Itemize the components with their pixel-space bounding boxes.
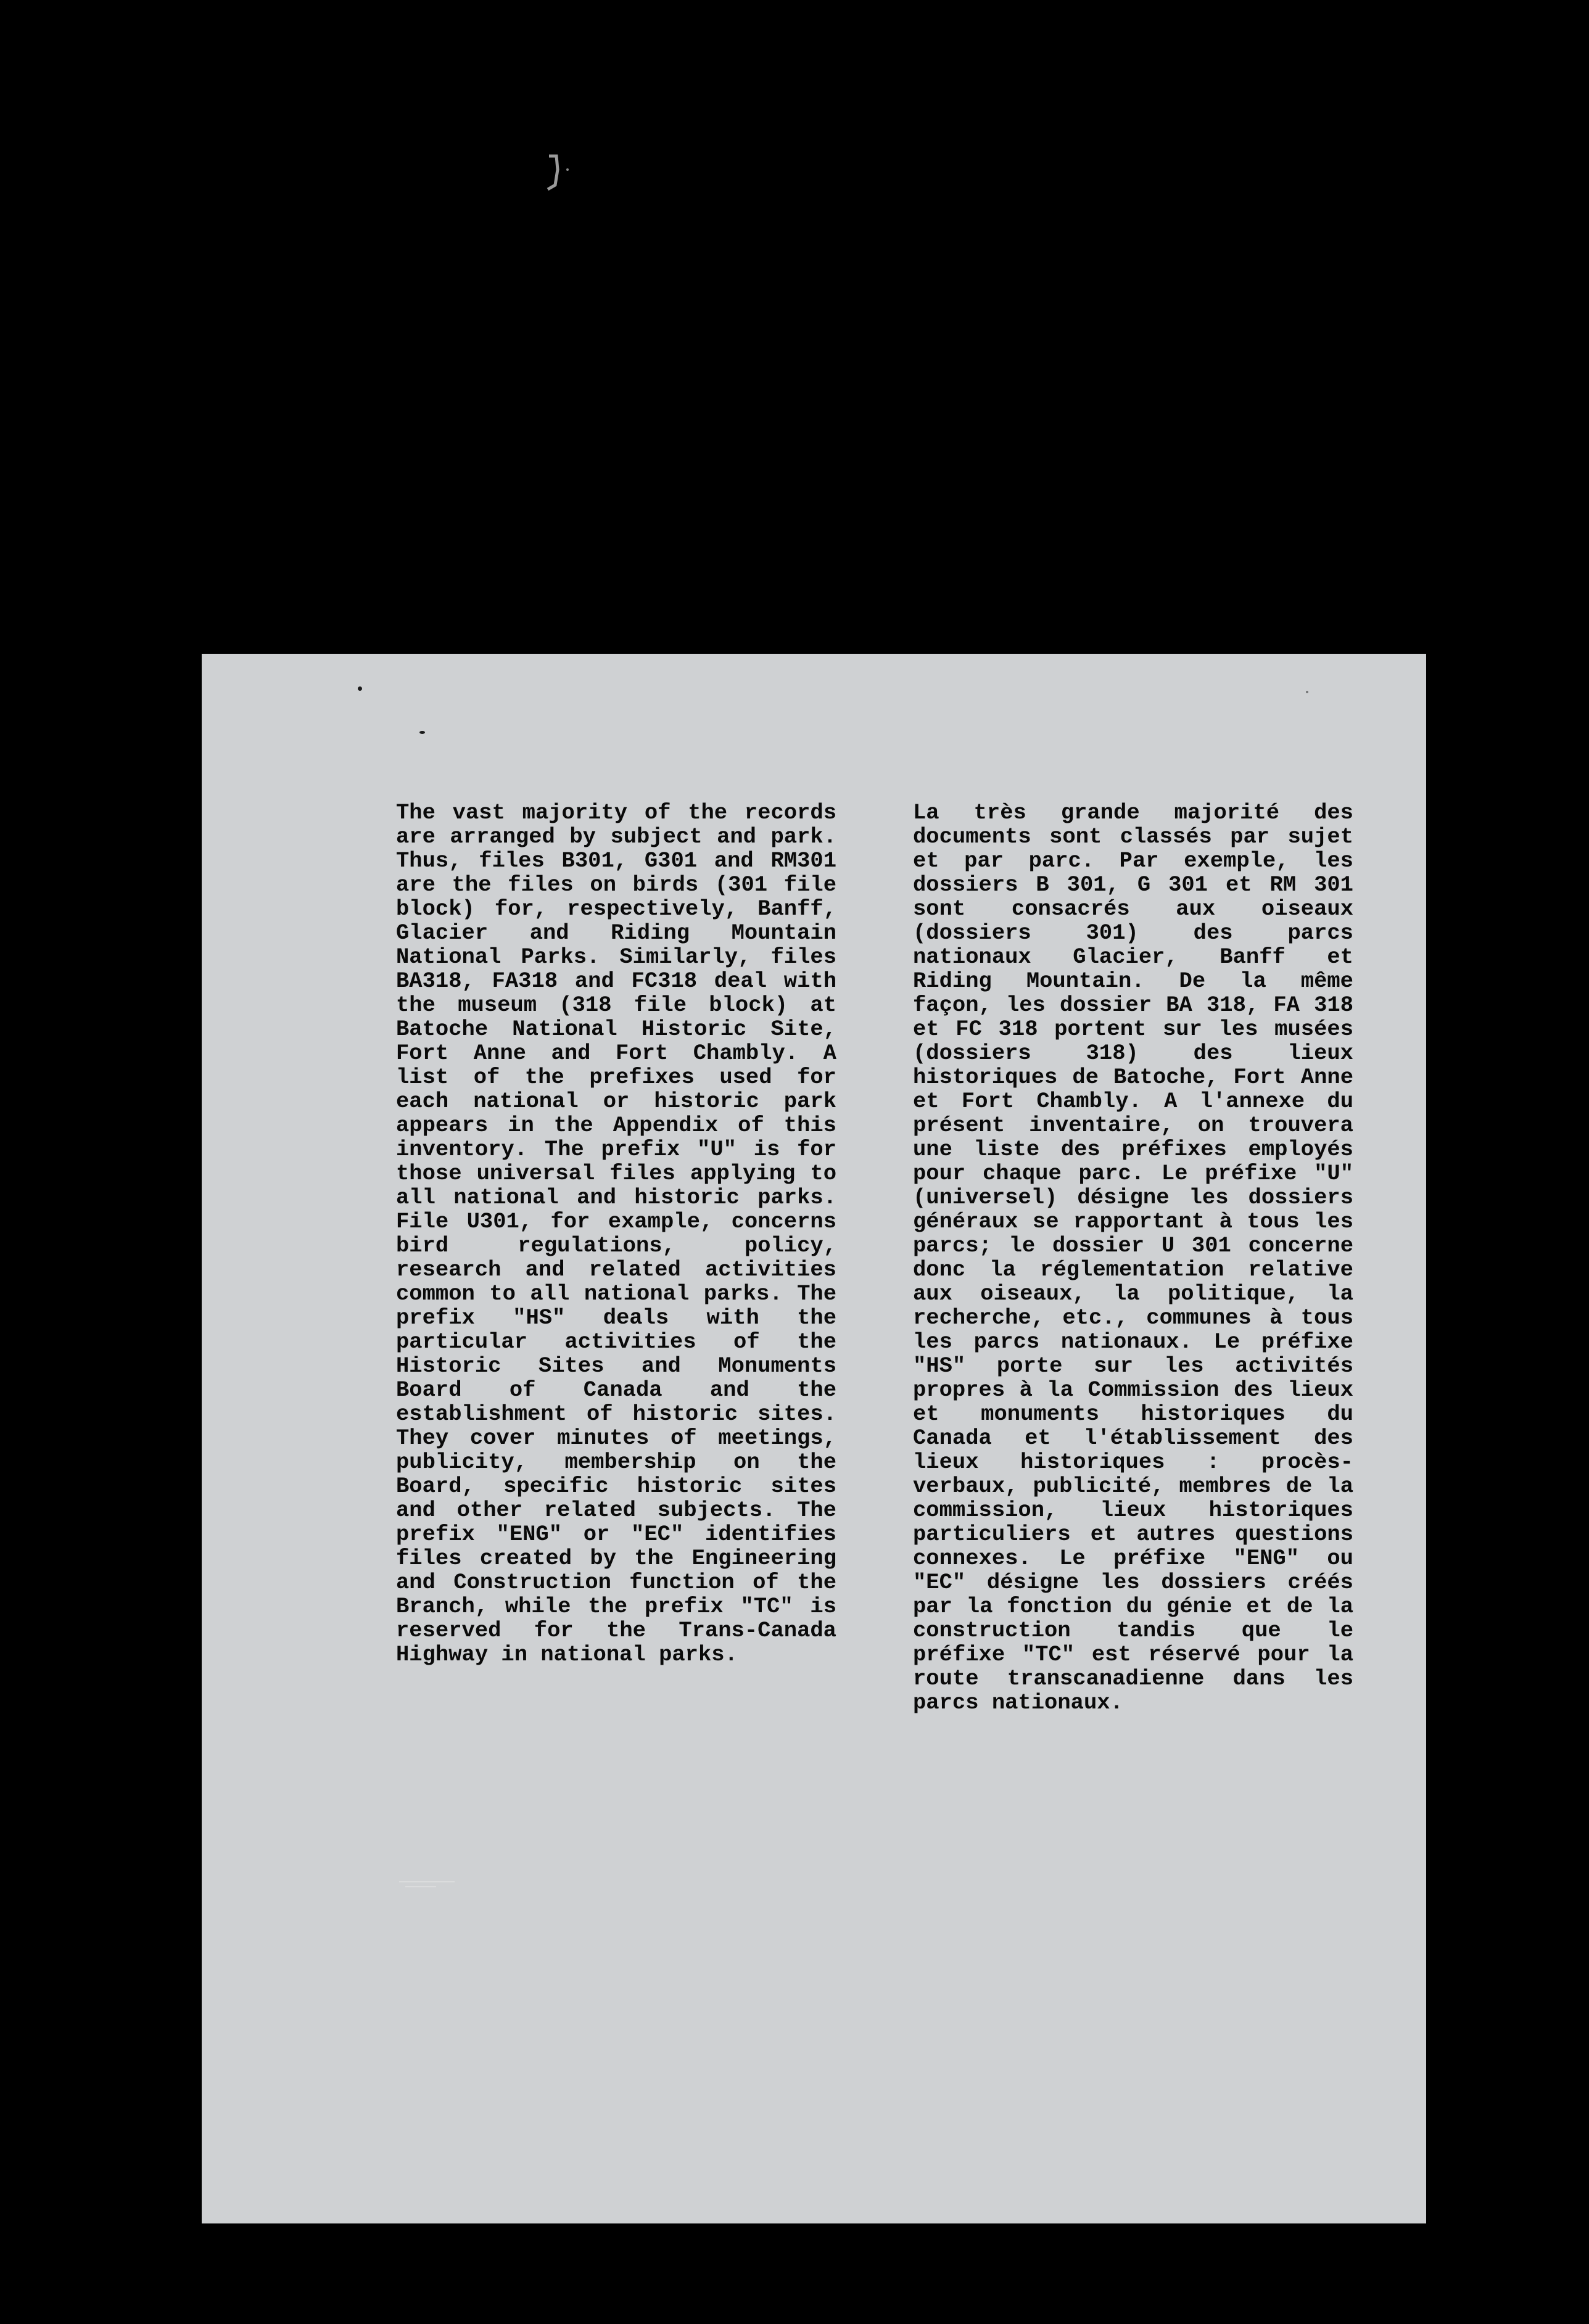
speck-mark	[419, 731, 425, 734]
scan-artifact-mark	[543, 151, 580, 200]
english-text-column: The vast majority of the records are arranged by subject and park. Thus, files B301, G301 and RM301 are the files on birds (301 file block) for, respectively, Banff, Glacier and Riding Mountain National Parks. Similarly, files BA318, FA318 and FC318 deal with the museum (318 file block) at Batoche National Historic Site, Fort Anne and Fort Chambly. A list of the prefixes used for each national or historic park appears in the Appendix of this inventory. The prefix "U" is for those universal files applying to all national and historic parks. File U301, for example, concerns bird regulations, policy, research and related activities common to all national parks. The prefix "HS" deals with the particular activities of the Historic Sites and Monuments Board of Canada and the establishment of historic sites. They cover minutes of meetings, publicity, membership on the Board, specific historic sites and other related subjects. The prefix "ENG" or "EC" identifies files created by the Engineering and Construction function of the Branch, while the prefix "TC" is reserved for the Trans-Canada Highway in national parks.	[396, 800, 836, 1667]
faint-scratch	[399, 1881, 455, 1882]
french-text-column: La très grande majorité des documents sont classés par sujet et par parc. Par exemple, les dossiers B 301, G 301 et RM 301 sont consacrés aux oiseaux (dossiers 301) des parcs nationaux Glacier, Banff et Riding Mountain. De la même façon, les dossier BA 318, FA 318 et FC 318 portent sur les musées (dossiers 318) des lieux historiques de Batoche, Fort Anne et Fort Chambly. A l'annexe du présent inventaire, on trouvera une liste des préfixes employés pour chaque parc. Le préfixe "U" (universel) désigne les dossiers généraux se rapportant à tous les parcs; le dossier U 301 concerne donc la réglementation relative aux oiseaux, la politique, la recherche, etc., communes à tous les parcs nationaux. Le préfixe "HS" porte sur les activités propres à la Commission des lieux et monuments historiques du Canada et l'établissement des lieux historiques : procès-verbaux, publicité, membres de la commission, lieux historiques particuliers et autres questions connexes. Le préfixe "ENG" ou "EC" désigne les dossiers créés par la fonction du génie et de la construction tandis que le préfixe "TC" est réservé pour la route transcanadienne dans les parcs nationaux.	[913, 800, 1353, 1715]
faint-scratch	[405, 1886, 436, 1887]
scanned-paper-sheet	[202, 654, 1426, 2223]
speck-mark	[358, 686, 362, 691]
speck-mark	[1306, 691, 1308, 693]
